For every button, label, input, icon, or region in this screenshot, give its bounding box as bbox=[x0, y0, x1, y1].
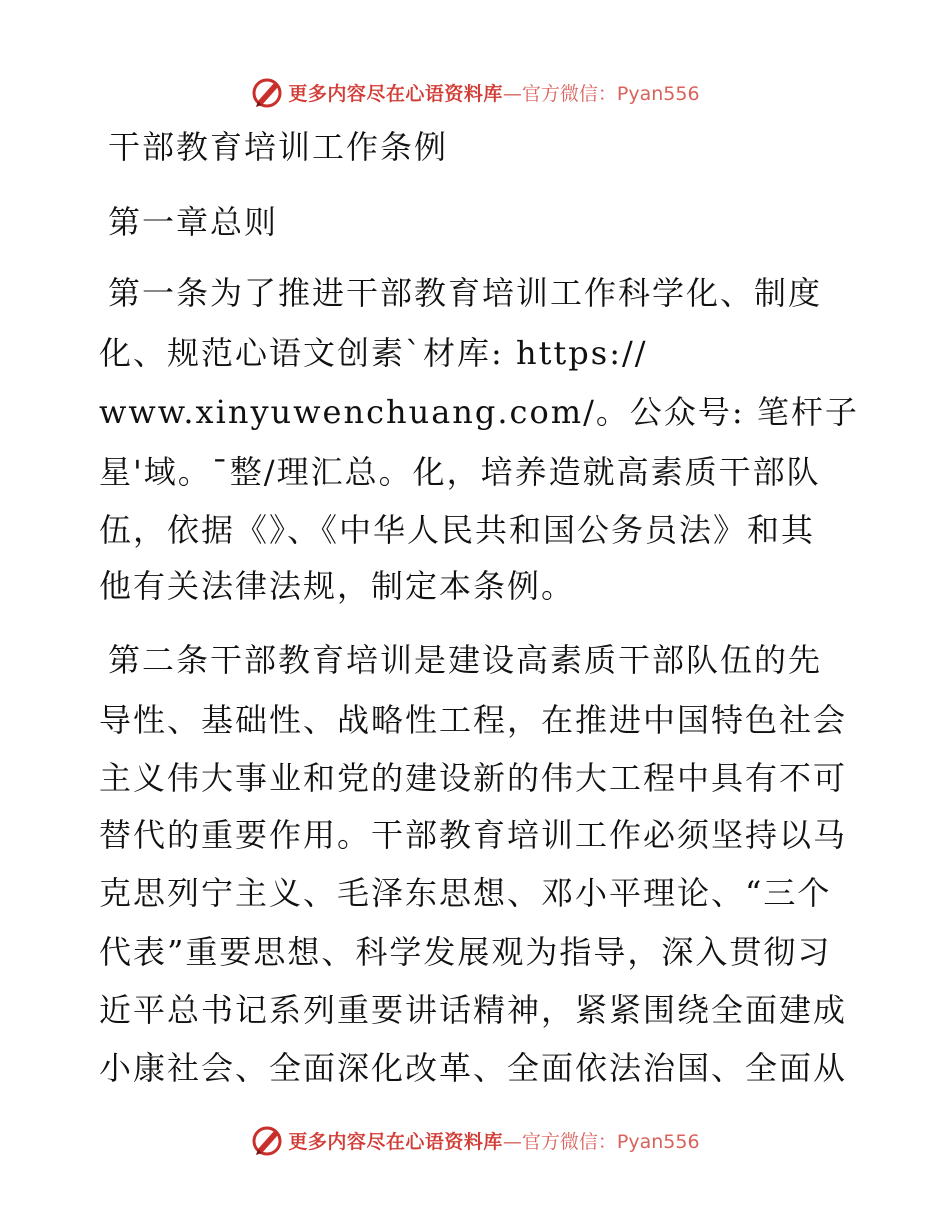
text-line: 化、规范心语文创素`材库: https:// bbox=[99, 334, 648, 372]
chapter-heading: 第一章总则 bbox=[108, 203, 279, 241]
banner-main-text: 更多内容尽在心语资料库 bbox=[288, 82, 503, 105]
banner-sub-text: —官方微信：Pyan556 bbox=[502, 82, 700, 105]
text-line: 第二条干部教育培训是建设高素质干部队伍的先 bbox=[108, 641, 823, 679]
document-title: 干部教育培训工作条例 bbox=[108, 128, 449, 166]
text-line: 导性、基础性、战略性工程，在推进中国特色社会 bbox=[99, 701, 848, 739]
text-line: 星'域。¯整/理汇总。化，培养造就高素质干部队 bbox=[99, 453, 821, 491]
text-line: 替代的重要作用。干部教育培训工作必须坚持以马 bbox=[99, 816, 848, 854]
text-line: www.xinyuwenchuang.com/。公众号: 笔杆子 bbox=[99, 393, 859, 431]
banner-sub-text: —官方微信：Pyan556 bbox=[502, 1130, 700, 1153]
text-line: 主义伟大事业和党的建设新的伟大工程中具有不可 bbox=[99, 759, 848, 797]
text-line: 第一条为了推进干部教育培训工作科学化、制度 bbox=[108, 274, 823, 312]
text-line: 他有关法律法规，制定本条例。 bbox=[99, 567, 576, 605]
header-banner bbox=[0, 72, 950, 112]
banner-main-text: 更多内容尽在心语资料库 bbox=[288, 1130, 503, 1153]
text-line: 代表”重要思想、科学发展观为指导，深入贯彻习 bbox=[99, 933, 832, 971]
text-line: 近平总书记系列重要讲话精神，紧紧围绕全面建成 bbox=[99, 991, 848, 1029]
pen-logo-icon bbox=[250, 75, 284, 109]
footer-banner bbox=[0, 1120, 950, 1160]
text-line: 小康社会、全面深化改革、全面依法治国、全面从 bbox=[99, 1049, 848, 1087]
text-line: 克思列宁主义、毛泽东思想、邓小平理论、“三个 bbox=[99, 874, 832, 912]
pen-logo-icon bbox=[250, 1123, 284, 1157]
text-line: 伍，依据《》、《中华人民共和国公务员法》和其 bbox=[99, 511, 816, 549]
